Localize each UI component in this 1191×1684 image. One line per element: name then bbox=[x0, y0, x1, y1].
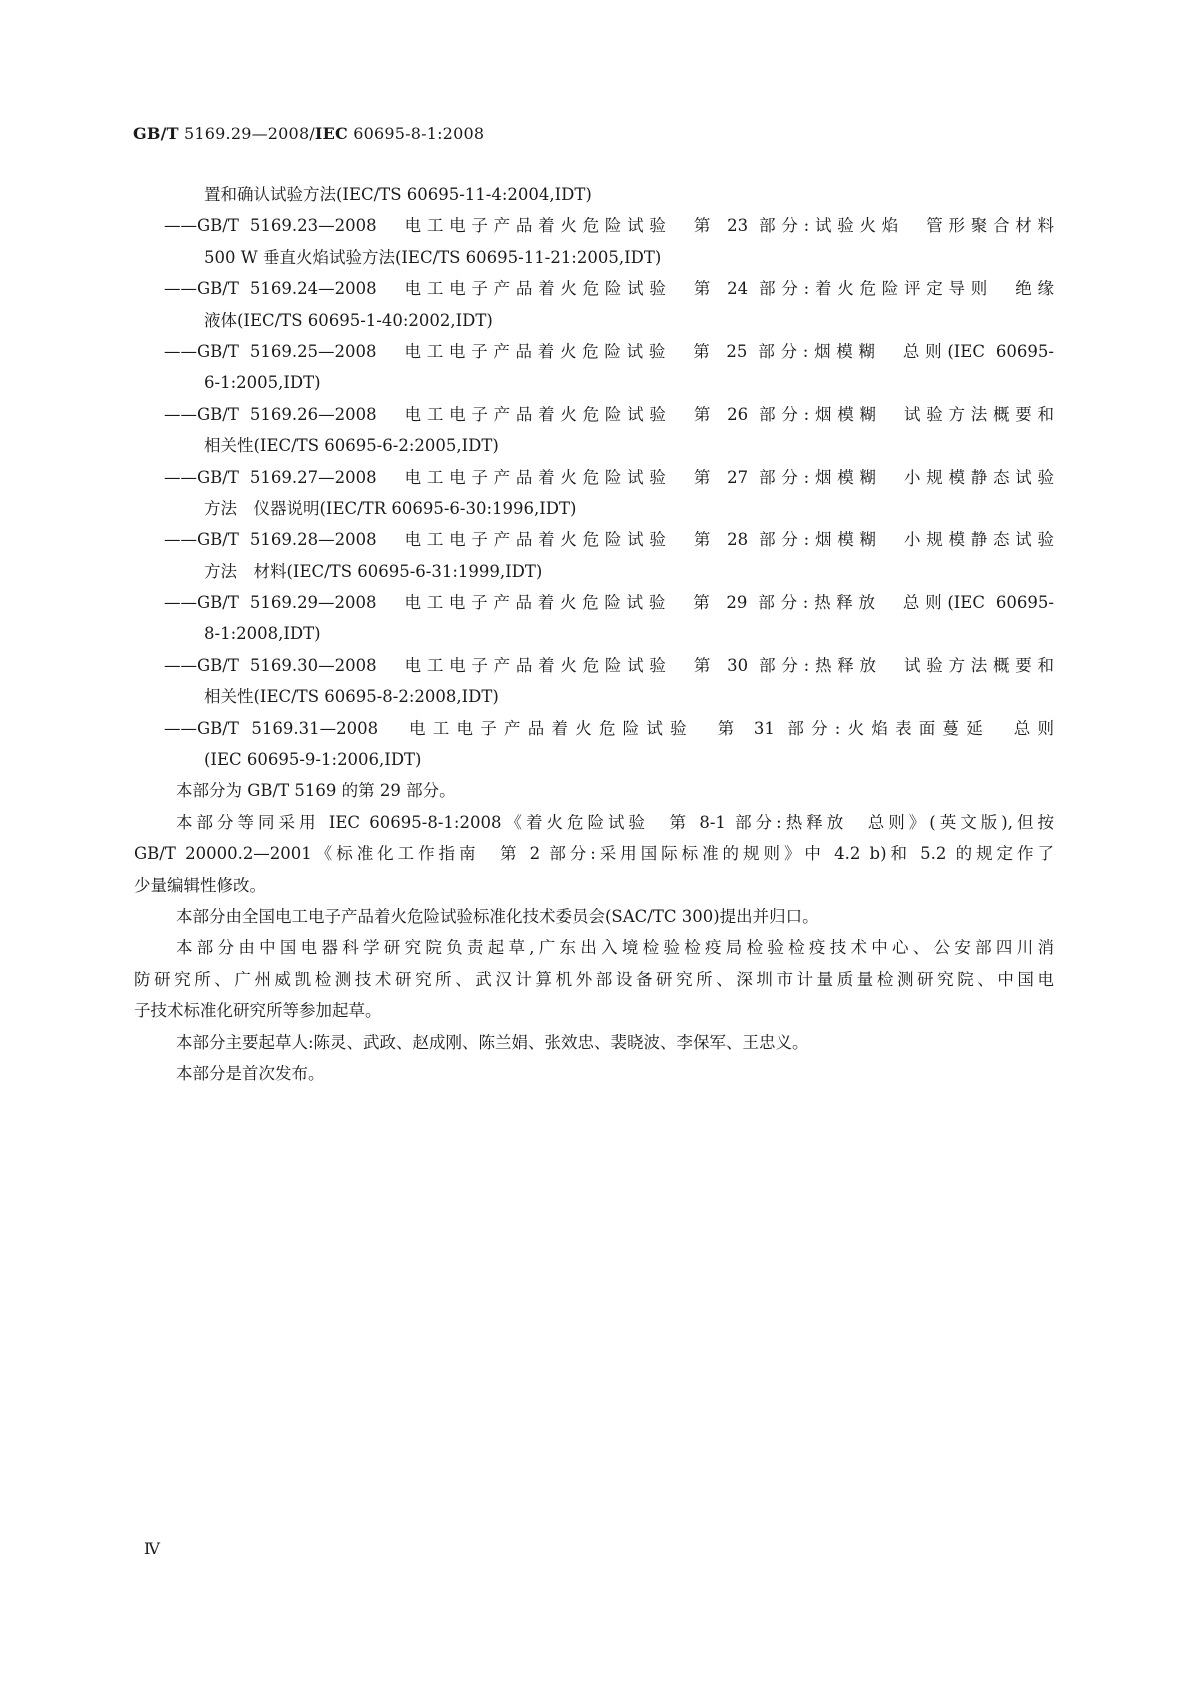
list-item-line: ——GB/T 5169.29—2008 电工电子产品着火危险试验 第 29 部分:热释放 总则(IEC 60695- bbox=[164, 593, 1054, 613]
list-item-line: 置和确认试验方法(IEC/TS 60695-11-4:2004,IDT) bbox=[204, 185, 592, 204]
paragraph-line: 少量编辑性修改。 bbox=[134, 875, 266, 895]
list-item-line: (IEC 60695-9-1:2006,IDT) bbox=[204, 750, 422, 770]
paragraph-line: 本部分等同采用 IEC 60695-8-1:2008《着火危险试验 第 8-1 部分:热释放 总则》(英文版),但按 bbox=[176, 812, 1054, 832]
list-item-line: ——GB/T 5169.30—2008 电工电子产品着火危险试验 第 30 部分:热释放 试验方法概要和 bbox=[164, 655, 1054, 675]
list-item-line: ——GB/T 5169.28—2008 电工电子产品着火危险试验 第 28 部分:烟模糊 小规模静态试验 bbox=[164, 530, 1054, 550]
list-item-line: 相关性(IEC/TS 60695-6-2:2005,IDT) bbox=[204, 436, 499, 456]
list-item-line: 8-1:2008,IDT) bbox=[204, 624, 321, 644]
paragraph-line: 本部分为 GB/T 5169 的第 29 部分。 bbox=[176, 781, 456, 801]
list-item-line: 6-1:2005,IDT) bbox=[204, 373, 321, 393]
paragraph-line: 本部分是首次发布。 bbox=[176, 1063, 325, 1083]
header-gb-number: 5169.29—2008/ bbox=[178, 124, 315, 143]
list-item-line: 相关性(IEC/TS 60695-8-2:2008,IDT) bbox=[204, 687, 499, 707]
paragraph-line: 防研究所、广州威凯检测技术研究所、武汉计算机外部设备研究所、深圳市计量质量检测研究院、中国电 bbox=[134, 969, 1054, 989]
list-item-line: ——GB/T 5169.26—2008 电工电子产品着火危险试验 第 26 部分:烟模糊 试验方法概要和 bbox=[164, 404, 1054, 424]
paragraph-line: 本部分主要起草人:陈灵、武政、赵成刚、陈兰娟、张效忠、裴晓波、李保军、王忠义。 bbox=[176, 1032, 809, 1052]
list-item-line: ——GB/T 5169.24—2008 电工电子产品着火危险试验 第 24 部分:着火危险评定导则 绝缘 bbox=[164, 279, 1054, 299]
header-iec-prefix: IEC bbox=[314, 124, 348, 143]
page-number: Ⅳ bbox=[144, 1539, 160, 1558]
header-gb-prefix: GB/T bbox=[133, 124, 179, 143]
paragraph-line: GB/T 20000.2—2001《标准化工作指南 第 2 部分:采用国际标准的规则》中 4.2 b)和 5.2 的规定作了 bbox=[134, 844, 1054, 864]
list-item-line: 液体(IEC/TS 60695-1-40:2002,IDT) bbox=[204, 310, 493, 330]
document-body bbox=[134, 179, 1054, 1089]
paragraph-line: 本部分由中国电器科学研究院负责起草,广东出入境检验检疫局检验检疫技术中心、公安部四川消 bbox=[176, 938, 1054, 958]
list-item-line: ——GB/T 5169.27—2008 电工电子产品着火危险试验 第 27 部分:烟模糊 小规模静态试验 bbox=[164, 467, 1054, 487]
paragraph-line: 本部分由全国电工电子产品着火危险试验标准化技术委员会(SAC/TC 300)提出并归口。 bbox=[176, 906, 819, 926]
list-item-line: ——GB/T 5169.25—2008 电工电子产品着火危险试验 第 25 部分:烟模糊 总则(IEC 60695- bbox=[164, 341, 1054, 361]
paragraph-line: 子技术标准化研究所等参加起草。 bbox=[134, 1001, 382, 1021]
list-item-line: ——GB/T 5169.23—2008 电工电子产品着火危险试验 第 23 部分:试验火焰 管形聚合材料 bbox=[164, 216, 1054, 236]
header-iec-number: 60695-8-1:2008 bbox=[347, 124, 485, 143]
document-header bbox=[133, 124, 484, 143]
list-item-line: 500 W 垂直火焰试验方法(IEC/TS 60695-11-21:2005,IDT) bbox=[204, 247, 662, 267]
list-item-line: 方法 材料(IEC/TS 60695-6-31:1999,IDT) bbox=[204, 561, 543, 581]
list-item-line: 方法 仪器说明(IEC/TR 60695-6-30:1996,IDT) bbox=[204, 498, 577, 518]
list-item-line: ——GB/T 5169.31—2008 电工电子产品着火危险试验 第 31 部分:火焰表面蔓延 总则 bbox=[164, 718, 1054, 738]
